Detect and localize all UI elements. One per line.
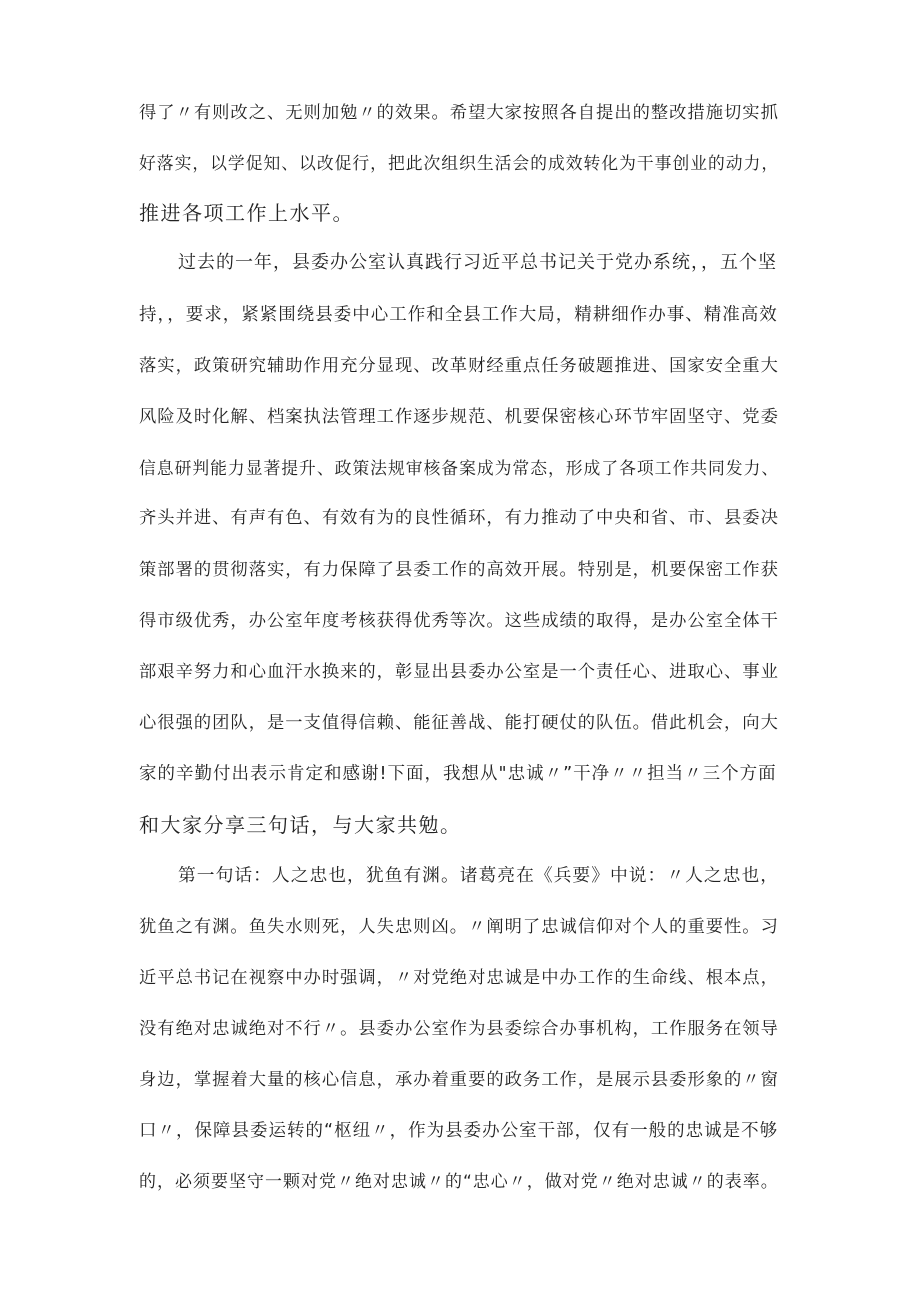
text-line: 信息研判能力显著提升、政策法规审核备案成为常态，形成了各项工作共同发力、 xyxy=(139,458,780,478)
text-line: 心很强的团队，是一支值得信赖、能征善战、能打硬仗的队伍。借此机会，向大 xyxy=(139,713,779,733)
text-line: 部艰辛努力和心血汗水换来的，彰显出县委办公室是一个责任心、进取心、事业 xyxy=(139,662,779,682)
text-line: 推进各项工作上水平。 xyxy=(139,201,354,225)
text-line: 没有绝对忠诚绝对不行〃。县委办公室作为县委综合办事机构，工作服务在领导 xyxy=(139,1019,779,1039)
text-line: 过去的一年，县委办公室认真践行习近平总书记关于党办系统，，五个坚 xyxy=(178,252,777,273)
text-line: 第一句话：人之忠也，犹鱼有渊。诸葛亮在《兵要》中说：〃人之忠也， xyxy=(178,865,780,886)
text-line: 近平总书记在视察中办时强调，〃对党绝对忠诚是中办工作的生命线、根本点， xyxy=(139,968,779,988)
text-line: 家的辛勤付出表示肯定和感谢!下面，我想从"忠诚〃”干净〃〃担当〃三个方面 xyxy=(139,764,777,784)
text-line: 风险及时化解、档案执法管理工作逐步规范、机要保密核心环节牢固坚守、党委 xyxy=(139,407,779,427)
text-line: 得市级优秀，办公室年度考核获得优秀等次。这些成绩的取得，是办公室全体干 xyxy=(139,611,779,631)
text-line: 齐头并进、有声有色、有效有为的良性循环，有力推动了中央和省、市、县委决 xyxy=(139,508,779,528)
text-line: 持，，要求，紧紧围绕县委中心工作和全县工作大局，精耕细作办事、精准高效 xyxy=(139,305,778,325)
text-line: 的，必须要坚守一颗对党〃绝对忠诚〃的“忠心〃，做对党〃绝对忠诚〃的表率。 xyxy=(139,1172,779,1192)
text-line: 得了〃有则改之、无则加勉〃的效果。希望大家按照各自提出的整改措施切实抓 xyxy=(139,103,779,123)
text-line: 身边，掌握着大量的核心信息，承办着重要的政务工作，是展示县委形象的〃窗 xyxy=(139,1070,779,1090)
text-line: 口〃，保障县委运转的“枢纽〃，作为县委办公室干部，仅有一般的忠诚是不够 xyxy=(139,1121,779,1141)
text-line: 落实，政策研究辅助作用充分显现、改革财经重点任务破题推进、国家安全重大 xyxy=(139,356,779,376)
text-line: 策部署的贯彻落实，有力保障了县委工作的高效开展。特别是，机要保密工作获 xyxy=(139,560,779,580)
text-line: 犹鱼之有渊。鱼失水则死，人失忠则凶。〃阐明了忠诚信仰对个人的重要性。习 xyxy=(139,917,779,937)
text-line: 和大家分享三句话，与大家共勉。 xyxy=(139,813,462,837)
text-line: 好落实，以学促知、以改促行，把此次组织生活会的成效转化为干事创业的动力， xyxy=(139,153,780,173)
